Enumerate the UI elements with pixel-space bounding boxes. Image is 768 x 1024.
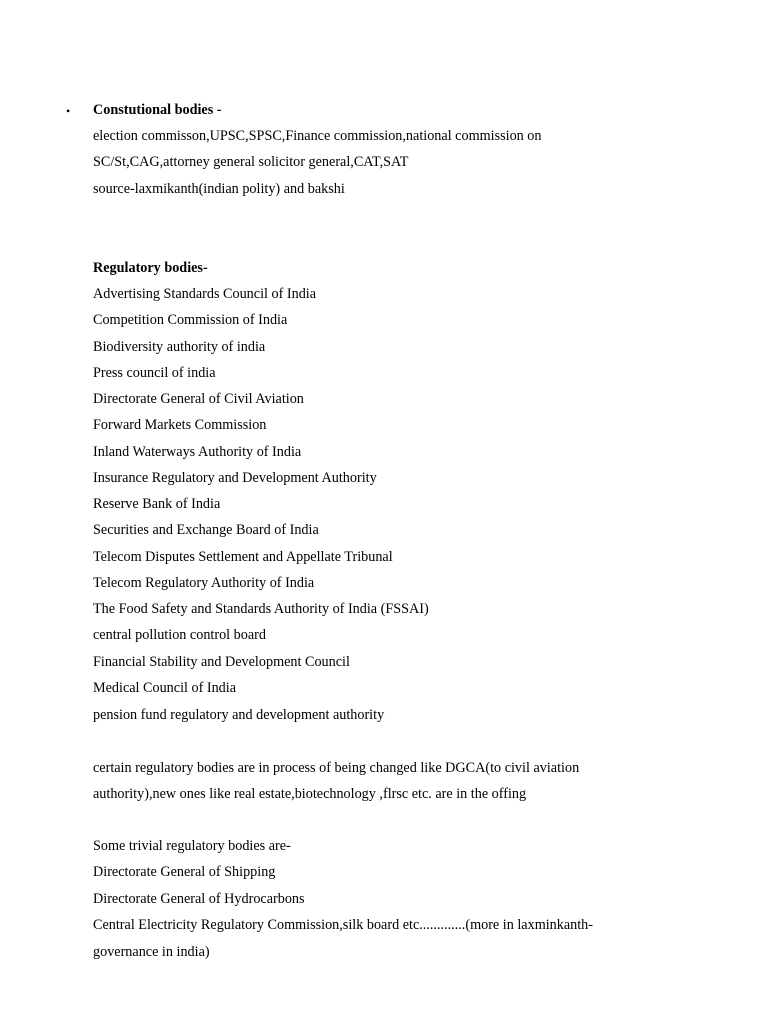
constitutional-line: SC/St,CAG,attorney general solicitor general,CAT,SAT bbox=[93, 154, 409, 170]
regulatory-item: Medical Council of India bbox=[93, 680, 237, 696]
constitutional-source: source-laxmikanth(indian polity) and bakshi bbox=[93, 181, 345, 197]
regulatory-item: Telecom Regulatory Authority of India bbox=[93, 575, 315, 591]
regulatory-item: pension fund regulatory and development authority bbox=[93, 707, 385, 723]
regulatory-item: Competition Commission of India bbox=[93, 312, 288, 328]
constitutional-line: election commisson,UPSC,SPSC,Finance commission,national commission on bbox=[93, 128, 542, 144]
regulatory-item: central pollution control board bbox=[93, 627, 266, 643]
trivial-heading: Some trivial regulatory bodies are- bbox=[93, 838, 291, 854]
regulatory-item: Inland Waterways Authority of India bbox=[93, 444, 302, 460]
regulatory-item: Forward Markets Commission bbox=[93, 417, 267, 433]
regulatory-item: Advertising Standards Council of India bbox=[93, 286, 317, 302]
bullet-marker: • bbox=[66, 104, 71, 118]
note-line: certain regulatory bodies are in process of being changed like DGCA(to civil aviation bbox=[93, 760, 580, 776]
regulatory-item: Telecom Disputes Settlement and Appellate Tribunal bbox=[93, 549, 393, 565]
trivial-item: Directorate General of Shipping bbox=[93, 864, 276, 880]
regulatory-item: The Food Safety and Standards Authority of India (FSSAI) bbox=[93, 601, 429, 617]
regulatory-item: Financial Stability and Development Council bbox=[93, 654, 350, 670]
trivial-item: Central Electricity Regulatory Commission,silk board etc.............(more in laxminkanth- bbox=[93, 917, 594, 933]
regulatory-item: Insurance Regulatory and Development Authority bbox=[93, 470, 377, 486]
note-line: authority),new ones like real estate,biotechnology ,flrsc etc. are in the offing bbox=[93, 786, 527, 802]
regulatory-item: Biodiversity authority of india bbox=[93, 339, 266, 355]
regulatory-item: Securities and Exchange Board of India bbox=[93, 522, 319, 538]
regulatory-heading: Regulatory bodies- bbox=[93, 260, 208, 276]
constitutional-heading: Constutional bodies - bbox=[93, 102, 222, 118]
regulatory-item: Directorate General of Civil Aviation bbox=[93, 391, 304, 407]
regulatory-item: Press council of india bbox=[93, 365, 216, 381]
trivial-item: governance in india) bbox=[93, 944, 210, 960]
regulatory-item: Reserve Bank of India bbox=[93, 496, 221, 512]
trivial-item: Directorate General of Hydrocarbons bbox=[93, 891, 305, 907]
